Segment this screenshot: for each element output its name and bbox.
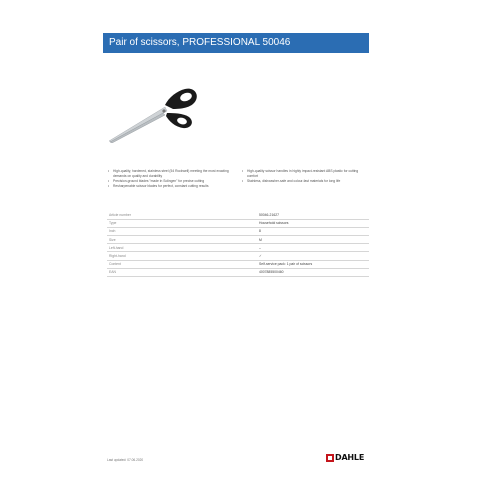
upper-blade [109,107,167,142]
table-row [107,227,369,235]
feature-item: • Precision-ground blades "made in Solingen" for precise cutting [107,179,233,184]
product-title-banner [103,33,369,53]
spec-label: Right-hand [107,252,241,260]
dahle-mark-icon [326,454,334,462]
spec-label: Article number [107,211,241,219]
spec-label: Content [107,260,241,268]
spec-value: 4007885500460 [241,268,369,276]
lower-blade [110,113,165,143]
feature-list-right [241,169,367,184]
feature-item: • High-quality scissor handles in highly impact-resistant ABS plastic for cutting comfort [241,169,367,178]
spec-label: Type [107,219,241,227]
scissors-image [107,67,199,143]
spec-label: Left-hand [107,244,241,252]
table-row [107,252,369,260]
spec-value: ✓ [241,252,369,260]
feature-item: • High-quality, hardened, stainless steel (54 Rockwell) meeting the most exacting demands on quality and durability [107,169,233,178]
last-updated-text: Last updated: 07.06.2020 [107,458,144,462]
spec-value: 8 [241,227,369,235]
feature-list-left [107,169,233,189]
dahle-logo [326,453,364,462]
table-row [107,268,369,276]
spec-label: EAN [107,268,241,276]
feature-item: • Stainless, dishwasher-safe and colour-fast materials for long life [241,179,367,184]
spec-value: 50046-21627 [241,211,369,219]
table-row [107,260,369,268]
spec-value: M [241,236,369,244]
datasheet-page [103,29,379,469]
product-title: Pair of scissors, PROFESSIONAL 50046 [109,37,291,48]
feature-item: • Resharpenable scissor blades for perfect, constant cutting results [107,184,233,189]
table-row [107,219,369,227]
spec-label: Inch [107,227,241,235]
spec-table [107,211,369,277]
spec-value: – [241,244,369,252]
table-row [107,244,369,252]
spec-value: Self-service pack: 1 pair of scissors [241,260,369,268]
spec-label: Size [107,236,241,244]
logo-text: DAHLE [335,453,365,462]
table-row [107,236,369,244]
spec-value: Household scissors [241,219,369,227]
pivot-screw [162,109,165,112]
table-row [107,211,369,219]
